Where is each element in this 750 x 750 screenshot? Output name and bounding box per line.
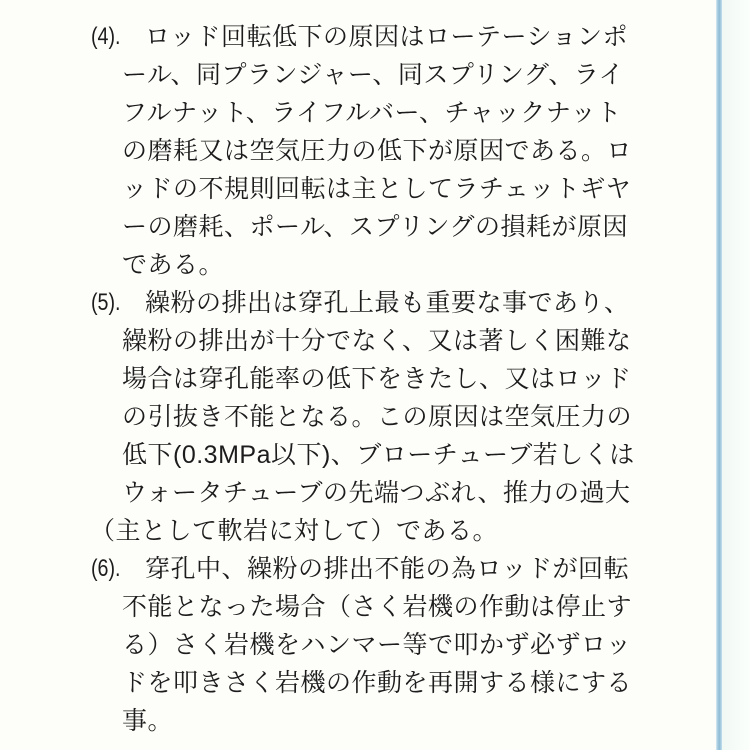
paragraph-number: (4). xyxy=(91,23,121,50)
text-line: である。 xyxy=(122,251,225,279)
vertical-blue-rule xyxy=(716,0,722,750)
text-line: 繰粉の排出は穿孔上最も重要な事であり、 xyxy=(145,289,630,317)
text-line: 事。 xyxy=(122,707,174,735)
text-line: ッドの不規則回転は主としてラチェットギヤ xyxy=(122,175,632,203)
paragraph-number: (6). xyxy=(91,555,121,582)
text-line: ール、同プランジャー、同スプリング、ライ xyxy=(122,61,625,89)
text-line: ウォータチューブの先端つぶれ、推力の過大 xyxy=(122,479,631,507)
text-line: 不能となった場合（さく岩機の作動は停止す xyxy=(122,593,633,621)
paragraph xyxy=(0,284,716,550)
text-line: ロッド回転低下の原因はローテーションポ xyxy=(145,23,629,51)
text-line: 繰粉の排出が十分でなく、又は著しく困難な xyxy=(122,327,632,355)
page-right-margin xyxy=(720,0,750,750)
paragraph xyxy=(0,550,716,740)
text-line: ーの磨耗、ポール、スプリングの損耗が原因 xyxy=(122,213,629,241)
text-line: の磨耗又は空気圧力の低下が原因である。ロ xyxy=(122,137,633,165)
text-line: る）さく岩機をハンマー等で叩かず必ずロッ xyxy=(122,631,632,659)
document-body xyxy=(0,18,716,740)
paragraph-number: (5). xyxy=(91,289,121,316)
text-line: 場合は穿孔能率の低下をきたし、又はロッド xyxy=(122,365,632,393)
text-line: の引抜き不能となる。この原因は空気圧力の xyxy=(122,403,633,431)
text-line: （主として軟岩に対して）である。 xyxy=(90,517,499,545)
text-line: 穿孔中、繰粉の排出不能の為ロッドが回転 xyxy=(145,555,630,583)
paragraph xyxy=(0,18,716,284)
text-line: フルナット、ライフルバー、チャックナット xyxy=(122,99,622,127)
text-line: ドを叩きさく岩機の作動を再開する様にする xyxy=(122,669,633,697)
text-line: 低下(0.3MPa以下)、ブローチューブ若しくは xyxy=(122,441,635,469)
